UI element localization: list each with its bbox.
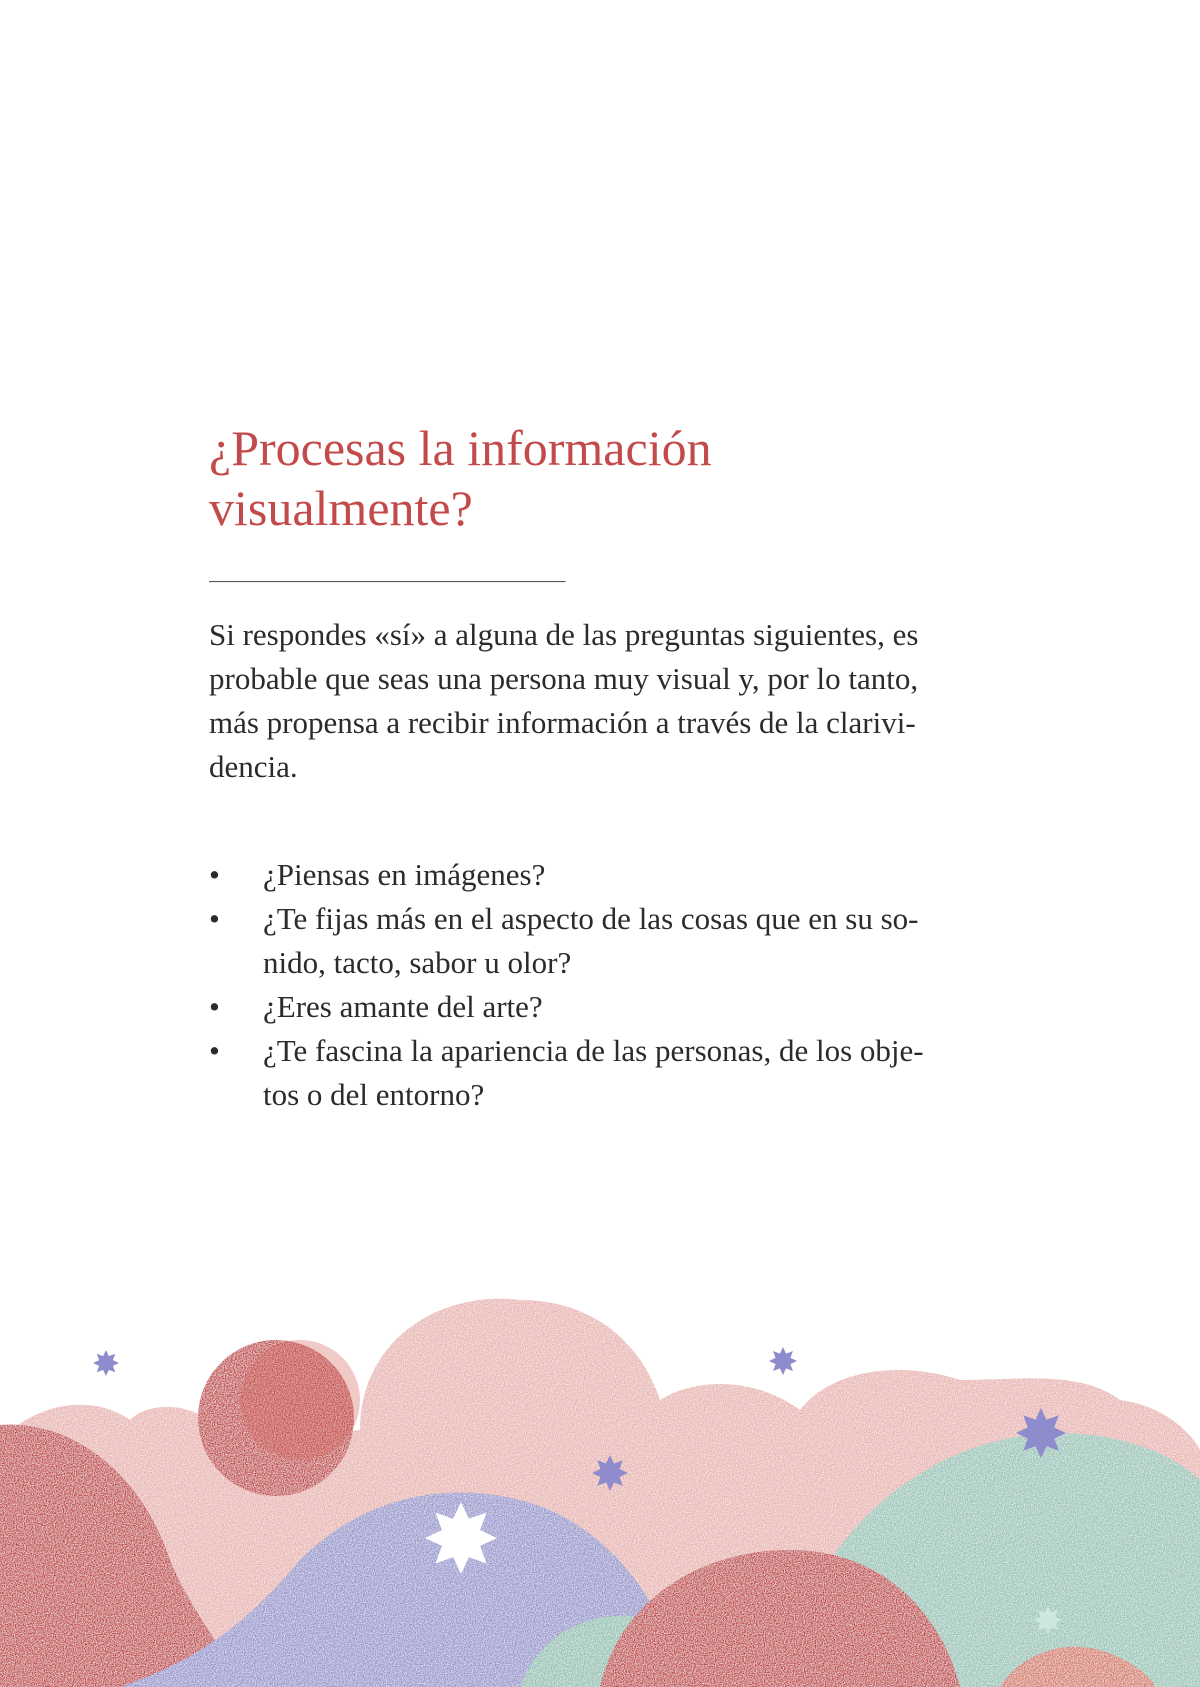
question-item [209,985,1019,1029]
intro-line: más propensa a recibir información a través de la clarivi- [209,705,916,740]
title-divider [209,581,566,583]
star-icon [1034,1606,1062,1634]
bullet-icon: • [209,901,220,936]
intro-line: Si respondes «sí» a alguna de las preguntas siguientes, es [209,617,919,652]
star-icon [93,1350,119,1376]
question-item [209,897,1019,985]
bullet-icon: • [209,1033,220,1068]
question-item [209,1029,1019,1117]
question-text: tos o del entorno? [263,1077,485,1112]
question-list [209,853,1019,1117]
title-line: ¿Procesas la información [209,420,712,476]
intro-paragraph [209,613,1019,789]
question-item [209,853,1019,897]
question-text: ¿Te fijas más en el aspecto de las cosas que en su so- [263,901,919,936]
star-icon [425,1502,497,1574]
intro-line: dencia. [209,749,298,784]
question-text: ¿Te fascina la apariencia de las personas, de los obje- [263,1033,924,1068]
star-icon [769,1347,797,1375]
star-icon [592,1455,628,1491]
bullet-icon: • [209,857,220,892]
decorative-landscape-illustration [0,1270,1200,1687]
question-text: ¿Eres amante del arte? [263,989,543,1024]
page-title [209,418,1109,538]
bullet-icon: • [209,989,220,1024]
star-icon [1016,1408,1066,1458]
title-line: visualmente? [209,480,473,536]
question-text: nido, tacto, sabor u olor? [263,945,572,980]
intro-line: probable que seas una persona muy visual y, por lo tanto, [209,661,919,696]
planet-shade [240,1340,360,1460]
question-text: ¿Piensas en imágenes? [263,857,546,892]
